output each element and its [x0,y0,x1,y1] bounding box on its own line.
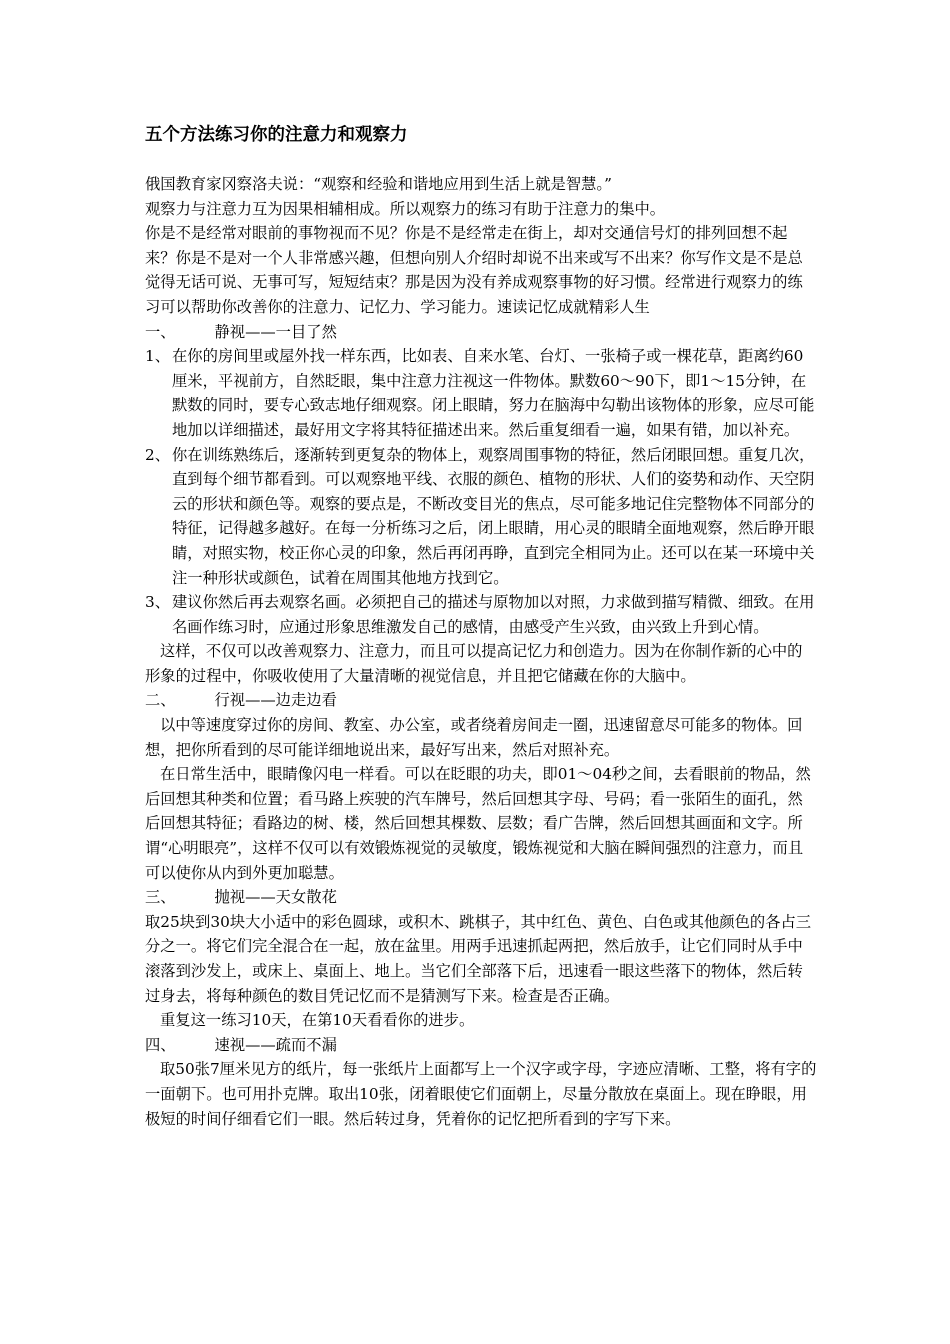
body-paragraph: 重复这一练习10天，在第10天看看你的进步。 [160,1011,475,1030]
body-paragraph: 在日常生活中，眼睛像闪电一样看。可以在眨眼的功夫，即01～04秒之间，去看眼前的物品，然后回想其种类和位置；看马路上疾驶的汽车牌号，然后回想其字母、号码；看一张陌生的面孔，然后回想其特征；看路边的树、楼，然后回想其棵数、层数；看广告牌，然后回想其画面和文字。所谓“心明眼亮”，这样不仅可以有效锻炼视觉的灵敏度，锻炼视觉和大脑在瞬间强烈的注意力，而且可以使你从内到外更加聪慧。 [145,765,811,882]
section-heading: 三、 抛视——天女散花 [145,888,337,907]
body-paragraph: 取25块到30块大小适中的彩色圆球，或积木、跳棋子，其中红色、黄色、白色或其他颜色的各占三分之一。将它们完全混合在一起，放在盆里。用两手迅速抓起两把，然后放手，让它们同时从手中滚落到沙发上，或床上、桌面上、地上。当它们全部落下后，迅速看一眼这些落下的物体，然后转过身去，将每种颜色的数目凭记忆而不是猜测写下来。检查是否正确。 [145,912,812,1005]
intro-para: 观察力与注意力互为因果相辅相成。所以观察力的练习有助于注意力的集中。 [145,199,666,218]
body-paragraph: 这样，不仅可以改善观察力、注意力，而且可以提高记忆力和创造力。因为在你制作新的心中的形象的过程中，你吸收使用了大量清晰的视觉信息，并且把它储藏在你的大脑中。 [145,642,803,685]
list-item-text: 你在训练熟练后，逐渐转到更复杂的物体上，观察周围事物的特征，然后闭眼回想。重复几次，直到每个细节都看到。可以观察地平线、衣服的颜色、植物的形状、人们的姿势和动作、天空阴云的形状和颜色等。观察的要点是，不断改变目光的焦点，尽可能多地记住完整物体不同部分的特征，记得越多越好。在每一分析练习之后，闭上眼睛，用心灵的眼睛全面地观察，然后睁开眼睛，对照实物，校正你心灵的印象，然后再闭再睁，直到完全相同为止。还可以在某一环境中关注一种形状或颜色，试着在周围其他地方找到它。 [172,445,815,587]
document-body [145,172,817,1131]
list-item [145,443,817,591]
list-item-number: 1、 [145,347,171,366]
document-title: 五个方法练习你的注意力和观察力 [145,125,408,145]
list-item [145,590,817,639]
body-paragraph: 以中等速度穿过你的房间、教室、办公室，或者绕着房间走一圈，迅速留意尽可能多的物体。回想，把你所看到的尽可能详细地说出来，最好写出来，然后对照补充。 [145,716,803,759]
intro-quote: 俄国教育家冈察洛夫说：“观察和经验和谐地应用到生活上就是智慧。” [145,175,612,193]
section-heading: 一、 静视——一目了然 [145,322,337,341]
body-paragraph: 取50张7厘米见方的纸片，每一张纸片上面都写上一个汉字或字母，字迹应清晰、工整，将有字的一面朝下。也可用扑克牌。取出10张，闭着眼使它们面朝上，尽量分散放在桌面上。现在睁眼，用极短的时间仔细看它们一眼。然后转过身，凭着你的记忆把所看到的字写下来。 [145,1060,817,1128]
section-heading: 四、 速视——疏而不漏 [145,1035,337,1054]
list-item-number: 2、 [145,445,171,464]
list-item-text: 在你的房间里或屋外找一样东西，比如表、自来水笔、台灯、一张椅子或一棵花草，距离约60厘米，平视前方，自然眨眼，集中注意力注视这一件物体。默数60～90下，即1～15分钟，在默数的同时，要专心致志地仔细观察。闭上眼睛，努力在脑海中勾勒出该物体的形象，应尽可能地加以详细描述，最好用文字将其特征描述出来。然后重复细看一遍，如果有错，加以补充。 [172,347,815,439]
list-item [145,344,817,442]
list-item-text: 建议你然后再去观察名画。必须把自己的描述与原物加以对照，力求做到描写精微、细致。在用名画作练习时，应通过形象思维激发自己的感情，由感受产生兴致，由兴致上升到心情。 [172,593,815,636]
section-heading: 二、 行视——边走边看 [145,691,337,710]
intro-para: 你是不是经常对眼前的事物视而不见？你是不是经常走在街上，却对交通信号灯的排列回想不起来？你是不是对一个人非常感兴趣，但想向别人介绍时却说不出来或写不出来？你写作文是不是总觉得无话可说、无事可写，短短结束？那是因为没有养成观察事物的好习惯。经常进行观察力的练习可以帮助你改善你的注意力、记忆力、学习能力。速读记忆成就精彩人生 [145,224,803,316]
list-item-number: 3、 [145,593,171,612]
